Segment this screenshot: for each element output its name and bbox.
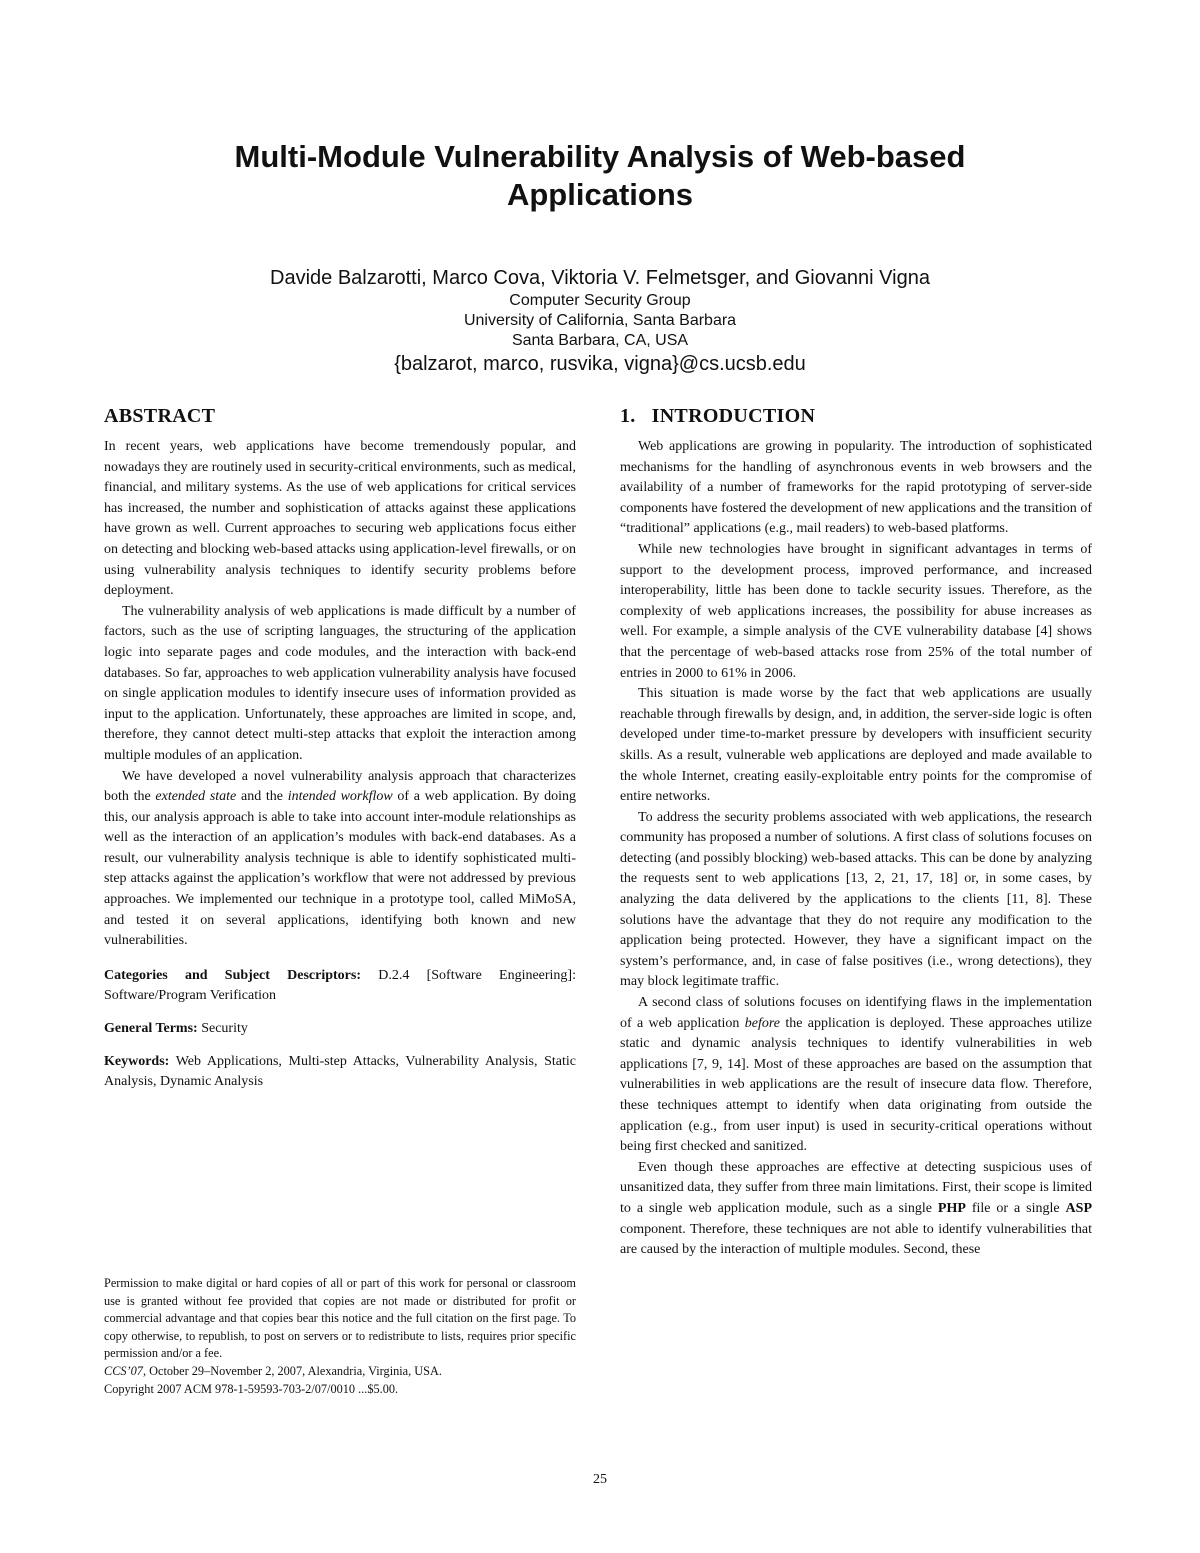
- affiliation-university: University of California, Santa Barbara: [463, 312, 737, 329]
- intro-paragraph-3: This situation is made worse by the fact that web applications are usually reachable through firewalls by design, and, in addition, the server-side logic is often developed under time-to-market pressure by developers with insufficient security skills. As a result, vulnerable web applications are deployed and made available to the whole Internet, creating easily-exploitable entry points for the compromise of entire networks.: [620, 686, 1092, 805]
- abstract-p3-text-a: We have developed a novel vulnerability analysis approach that characterizes both the: [104, 768, 576, 805]
- general-terms: [104, 1019, 576, 1040]
- author-block: [100, 265, 1100, 377]
- abstract-paragraph-3: [104, 767, 576, 952]
- affiliation-group: Computer Security Group: [509, 292, 691, 309]
- intro-paragraph-4: To address the security problems associated with web applications, the research community has proposed a number of solutions. A first class of solutions focuses on detecting (and possibly blocking) web-based attacks. This can be done by analyzing the requests sent to web applications [13, 2, 21, 17, 18] or, in some cases, by analyzing the data delivered by the applications to the clients [11, 8]. These solutions have the advantage that they do not require any modification to the application being protected. However, they have a significant impact on the system’s performance, and, in case of false positives (i.e., wrong detections), they may block legitimate traffic.: [620, 809, 1092, 990]
- paper-title: [100, 138, 1100, 214]
- title-line-2: Applications: [506, 177, 693, 212]
- section-number: 1.: [620, 405, 636, 427]
- intro-p5-text-a: A second class of solutions focuses on identifying flaws in the implementation of a web application: [620, 995, 1092, 1031]
- introduction-heading: [620, 403, 1092, 429]
- permission-notice: [104, 1275, 576, 1398]
- abstract-paragraph-2: The vulnerability analysis of web applications is made difficult by a number of factors, such as the use of scripting languages, the structuring of the application logic into separate pages and code modules, and the interaction with back-end databases. So far, approaches to web application vulnerability analysis have focused on single application modules to identify insecure uses of information provided as input to the application. Unfortunately, these approaches are limited in scope, and, therefore, they cannot detect multi-step attacks that exploit the interaction among multiple modules of an application.: [104, 603, 576, 763]
- left-column: [104, 403, 576, 1093]
- venue-line: [104, 1363, 576, 1381]
- permission-text: Permission to make digital or hard copies of all or part of this work for personal or classroom use is granted without fee provided that copies are not made or distributed for profit or commercial advantage and that copies bear this notice and the full citation on the first page. To copy otherwise, to republish, to post on servers or to redistribute to lists, requires prior specific permission and/or a fee.: [104, 1276, 576, 1361]
- intro-paragraph-6: [620, 1158, 1092, 1261]
- intro-p6-text-a: Even though these approaches are effective at detecting suspicious uses of unsanitized data, they suffer from three main limitations. First, their scope is limited to a single web application module, such as a single: [620, 1159, 1092, 1216]
- author-emails: {balzarot, marco, rusvika, vigna}@cs.ucsb.edu: [394, 353, 806, 375]
- abstract-heading: ABSTRACT: [104, 405, 216, 427]
- title-line-1: Multi-Module Vulnerability Analysis of Web-based: [234, 139, 966, 174]
- keywords-text: Web Applications, Multi-step Attacks, Vulnerability Analysis, Static Analysis, Dynamic Analysis: [104, 1053, 576, 1090]
- section-title: INTRODUCTION: [651, 405, 816, 427]
- intro-paragraph-1: Web applications are growing in popularity. The introduction of sophisticated mechanisms for the handling of asynchronous events in web browsers and the availability of a number of frameworks for the rapid prototyping of server-side components have fostered the development of new applications and the transition of “traditional” applications (e.g., mail readers) to web-based platforms.: [620, 439, 1092, 537]
- intro-p6-bold-asp: ASP: [1065, 1200, 1092, 1216]
- intro-p6-bold-php: PHP: [937, 1200, 966, 1216]
- abstract-p3-emphasis-1: extended state: [155, 789, 237, 805]
- venue-details: October 29–November 2, 2007, Alexandria, Virginia, USA.: [146, 1363, 442, 1378]
- keywords: [104, 1052, 576, 1093]
- intro-p5-text-b: the application is deployed. These approaches utilize static and dynamic analysis techniques to identify vulnerabilities in web applications [7, 9, 14]. Most of these approaches are based on the assumption that vulnerabilities in web applications are the result of insecure data flow. Therefore, these techniques attempt to identify when data originating from outside the application (e.g., from user input) is used in security-critical operations without being first checked and sanitized.: [620, 1015, 1092, 1155]
- abstract-p3-text-b: and the: [236, 789, 288, 805]
- abstract-p3-emphasis-2: intended workflow: [287, 789, 393, 805]
- intro-p5-emphasis: before: [744, 1015, 781, 1031]
- intro-paragraph-2: While new technologies have brought in significant advantages in terms of support to the development process, improved performance, and increased interoperability, little has been done to tackle security issues. Therefore, as the complexity of web applications increases, the possibility for abuse increases as well. For example, a simple analysis of the CVE vulnerability database [4] shows that the percentage of web-based attacks rose from 25% of the total number of entries in 2000 to 61% in 2006.: [620, 541, 1092, 681]
- author-names: Davide Balzarotti, Marco Cova, Viktoria V. Felmetsger, and Giovanni Vigna: [270, 267, 930, 289]
- categories-text: D.2.4 [Software Engineering]: Software/Program Verification: [104, 967, 576, 1004]
- right-column: [620, 403, 1092, 1261]
- abstract-paragraph-1: In recent years, web applications have become tremendously popular, and nowadays they are routinely used in security-critical environments, such as medical, financial, and military systems. As the use of web applications for critical services has increased, the number and sophistication of attacks against these applications have grown as well. Current approaches to securing web applications focus either on detecting and blocking web-based attacks using application-level firewalls, or on using vulnerability analysis techniques to identify security problems before deployment.: [104, 439, 576, 599]
- categories-descriptors: [104, 966, 576, 1007]
- intro-p6-text-d: component. Therefore, these techniques are not able to identify vulnerabilities that are caused by the interaction of multiple modules. Second, these: [620, 1221, 1092, 1258]
- affiliation-location: Santa Barbara, CA, USA: [511, 332, 689, 349]
- general-terms-text: Security: [197, 1021, 248, 1037]
- intro-p6-text-c: file or a single: [965, 1200, 1066, 1216]
- general-terms-label: General Terms:: [104, 1021, 198, 1037]
- keywords-label: Keywords:: [104, 1053, 170, 1069]
- abstract-p3-text-c: of a web application. By doing this, our analysis approach is able to take into account inter-module relationships as well as the interaction of an application’s modules with back-end databases. As a result, our vulnerability analysis technique is able to identify sophisticated multi-step attacks against the application’s workflow that were not addressed by previous approaches. We implemented our technique in a prototype tool, called MiMoSA, and tested it on several applications, identifying both known and new vulnerabilities.: [104, 789, 577, 949]
- copyright-line: Copyright 2007 ACM 978-1-59593-703-2/07/0010 ...$5.00.: [104, 1381, 399, 1396]
- venue-name: CCS’07,: [104, 1363, 147, 1378]
- intro-paragraph-5: [620, 993, 1092, 1158]
- page-number: 25: [593, 1472, 607, 1487]
- categories-label: Categories and Subject Descriptors:: [104, 967, 361, 983]
